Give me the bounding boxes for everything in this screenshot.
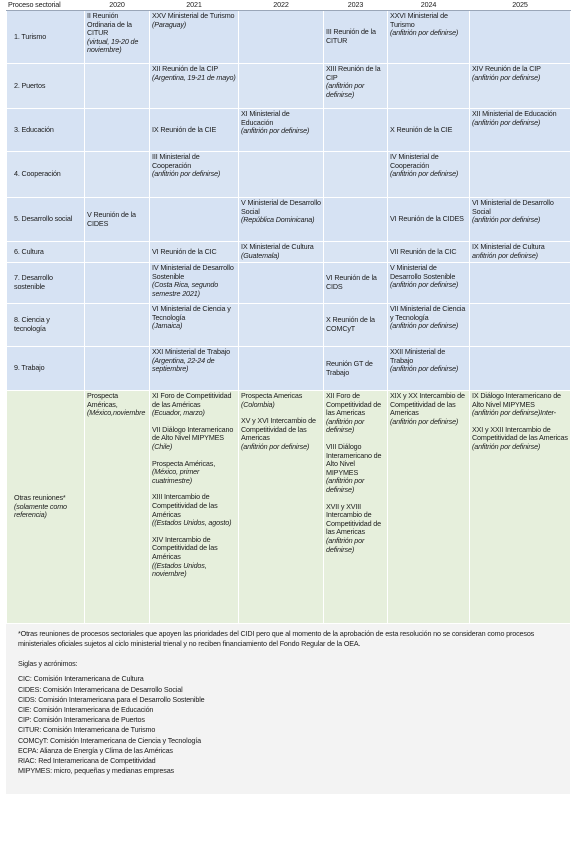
meeting-name: III Reunión de la CITUR [326, 27, 376, 45]
table-cell [470, 304, 571, 347]
meeting-name: VI Reunión de la CIDES [390, 214, 464, 224]
table-cell [150, 242, 239, 263]
meeting-host: (Jamaica) [152, 321, 183, 331]
acronym-item: ECPA: Alianza de Energía y Clima de las Américas [18, 745, 173, 755]
header-process: Proceso sectorial [7, 1, 85, 11]
table-cell [324, 11, 388, 64]
meeting-name: XXI Ministerial de Trabajo [152, 347, 230, 356]
table-cell [150, 152, 239, 198]
meeting-host: (Paraguay) [152, 19, 187, 29]
table-cell [324, 152, 388, 198]
header-year-2024: 2024 [388, 1, 470, 11]
meeting-name: VI Reunión de la CIDS [326, 273, 377, 291]
meeting-host: (República Dominicana) [241, 215, 315, 225]
header-year-2022: 2022 [239, 1, 324, 11]
meeting-name: XXII Ministerial de Trabajo [390, 347, 446, 365]
table-cell [470, 263, 571, 304]
row-label: 3. Educación [7, 109, 85, 152]
other-meeting-name: XVII y XVIII Intercambio de Competitividad de las Americas [326, 501, 381, 537]
table-cell [388, 242, 470, 263]
table-cell [324, 109, 388, 152]
table-cell [85, 109, 150, 152]
table-row [7, 64, 571, 109]
other-meeting-host: (anfitrión por definirse) [241, 441, 310, 451]
meeting-name: X Reunión de la CIE [390, 124, 453, 134]
table-cell [324, 242, 388, 263]
otras-row [7, 391, 571, 624]
table-cell [85, 11, 150, 64]
meeting-name: VII Reunión de la CIC [390, 246, 457, 256]
other-meeting-host: (anfitrión por definirse) [390, 416, 459, 426]
table-cell [85, 263, 150, 304]
sectoral-process-table [6, 0, 571, 624]
acronym-item: CIDS: Comisión Interamericana para el Desarrollo Sostenible [18, 694, 205, 704]
row-label: 1. Turismo [7, 11, 85, 64]
table-cell [239, 304, 324, 347]
table-row [7, 304, 571, 347]
acronym-item: CIC: Comisión Interamericana de Cultura [18, 674, 144, 684]
table-cell [470, 242, 571, 263]
other-meeting-host: (México, primer cuatrimestre) [152, 467, 200, 485]
meeting-host: (Costa Rica, segundo semestre 2021) [152, 280, 219, 298]
meeting-name: IV Ministerial de Desarrollo Sostenible [152, 263, 234, 281]
acronym-item: RIAC: Red Interamericana de Competitividad [18, 756, 156, 766]
other-meeting-name: XIX y XX Intercambio de Competitividad de las Americas [390, 391, 465, 418]
other-meeting-host: (anfitrión por definirse)Inter- [472, 408, 556, 418]
meeting-host: (virtual, 19-20 de noviembre) [87, 36, 139, 55]
meeting-name: XI Ministerial de Educación [241, 109, 290, 127]
meeting-name: XXVI Ministerial de Turismo [390, 11, 448, 29]
other-meeting-name: Prospecta Américas, [152, 458, 216, 468]
table-cell [324, 64, 388, 109]
meeting-host: (Argentina, 19-21 de mayo) [152, 72, 236, 82]
acronym-item: CIP: Comisión Interamericana de Puertos [18, 715, 145, 725]
meeting-host: (anfitrión por definirse) [390, 28, 459, 38]
meeting-name: XIII Reunión de la CIP [326, 64, 381, 82]
header-year-2025: 2025 [470, 1, 571, 11]
table-cell [324, 263, 388, 304]
table-cell [150, 11, 239, 64]
meeting-name: XII Reunión de la CIP [152, 64, 218, 73]
table-cell [150, 64, 239, 109]
meeting-name: XIV Reunión de la CIP [472, 64, 541, 73]
header-year-2021: 2021 [150, 1, 239, 11]
table-cell [388, 64, 470, 109]
meeting-host: (anfitrión por definirse) [241, 126, 310, 136]
meeting-name: IX Ministerial de Cultura [472, 242, 545, 251]
table-cell [150, 198, 239, 242]
row-label: 8. Ciencia y tecnología [7, 304, 85, 347]
row-label: 2. Puertos [7, 64, 85, 109]
table-cell [470, 64, 571, 109]
table-cell [324, 304, 388, 347]
meeting-name: IV Ministerial de Cooperación [390, 152, 439, 170]
schedule-document [6, 0, 574, 794]
other-meeting-name: IX Diálogo Interamericano de Alto Nivel MIPYMES [472, 391, 561, 409]
table-cell [388, 152, 470, 198]
meeting-host: (Argentina, 22-24 de septiembre) [152, 355, 215, 374]
table-cell [470, 347, 571, 391]
meeting-name: VI Reunión de la CIC [152, 246, 217, 256]
footnote: *Otras reuniones de procesos sectoriales que apoyen las prioridades del CIDI pero que al momento de la aprobación de esta resolución no se consideran como procesos ministeriales oficiales sujetos al ciclo ministerial trienal y no reciben financiamiento del Fondo Regular de la OEA. [18, 629, 535, 648]
meeting-name: VI Ministerial de Ciencia y Tecnología [152, 304, 231, 322]
table-cell [388, 347, 470, 391]
meeting-host: (anfitrión por definirse) [472, 72, 541, 82]
meeting-name: XII Ministerial de Educación [472, 109, 557, 118]
table-row [7, 198, 571, 242]
header-year-2023: 2023 [324, 1, 388, 11]
meeting-host: (anfitrión por definirse) [472, 215, 541, 225]
acronym-item: CITUR: Comisión Interamericana de Turismo [18, 725, 156, 735]
table-row [7, 242, 571, 263]
siglas-list [18, 674, 570, 776]
meeting-name: V Ministerial de Desarrollo Sostenible [390, 263, 456, 281]
meeting-name: Reunión GT de Trabajo [326, 358, 373, 377]
other-meeting-name: Prospecta Americas [241, 391, 303, 400]
table-cell [85, 152, 150, 198]
other-meeting-host: ((Estados Unidos, noviembre) [152, 560, 207, 579]
otras-2020: Prospecta Américas, (México,noviembre [85, 391, 150, 624]
row-label: 7. Desarrollo sostenible [7, 263, 85, 304]
table-cell [239, 11, 324, 64]
meeting-name: VI Ministerial de Desarrollo Social [472, 198, 554, 216]
other-meeting-name: VIII Diálogo Interamericano de Alto Nivel MIPYMES [326, 441, 382, 477]
meeting-host: (Guatemala) [241, 250, 280, 260]
table-cell [150, 304, 239, 347]
acronym-item: CIE: Comisión Interamericana de Educación [18, 705, 154, 714]
meeting-name: V Ministerial de Desarrollo Social [241, 198, 321, 216]
other-meeting-host: (Colombia) [241, 399, 275, 409]
other-meeting-name: XII Foro de Competitividad de las Americas [326, 391, 381, 418]
row-label: 9. Trabajo [7, 347, 85, 391]
otras-label: Otras reuniones* (solamente como referencia) [7, 391, 85, 624]
meeting-name: X Reunión de la COMCyT [326, 315, 375, 333]
other-meeting-host: (Chile) [152, 441, 173, 451]
table-cell [85, 347, 150, 391]
otras-2024 [388, 391, 470, 624]
meeting-host: anfitrión por definirse) [472, 250, 538, 260]
meeting-host: (anfitrión por definirse) [472, 117, 541, 127]
notes-section [6, 624, 570, 794]
siglas-title: Siglas y acrónimos: [18, 658, 78, 668]
table-row [7, 109, 571, 152]
row-label: 6. Cultura [7, 242, 85, 263]
meeting-host: (anfitrión por definirse) [390, 364, 459, 374]
other-meeting-name: XI Foro de Competitividad de las Américas [152, 391, 232, 409]
table-cell [470, 109, 571, 152]
other-meeting-host: (anfitrión por definirse) [326, 476, 365, 494]
table-cell [239, 109, 324, 152]
meeting-host: (anfitrión por definirse) [152, 169, 221, 179]
table-cell [470, 198, 571, 242]
table-cell [85, 242, 150, 263]
table-cell [85, 304, 150, 347]
row-label: 5. Desarrollo social [7, 198, 85, 242]
table-cell [150, 347, 239, 391]
acronym-item: CIDES: Comisión Interamericana de Desarrollo Social [18, 684, 183, 694]
table-cell [150, 109, 239, 152]
other-meeting-host: (anfitrión por definirse) [472, 441, 541, 451]
meeting-name: III Ministerial de Cooperación [152, 152, 200, 170]
meeting-name: IX Ministerial de Cultura [241, 242, 314, 251]
table-cell [388, 11, 470, 64]
table-cell [239, 347, 324, 391]
other-meeting-name: XXI y XXII Intercambio de Competitividad de las Americas [472, 424, 568, 443]
other-meeting-name: XIV Intercambio de Competitividad de las Américas [152, 534, 218, 561]
meeting-name: XXV Ministerial de Turismo [152, 11, 235, 20]
other-meeting-name: XIII Intercambio de Competitividad de las Américas [152, 492, 218, 519]
table-cell [239, 242, 324, 263]
meeting-host: (anfitrión por definirse) [390, 169, 459, 179]
meeting-host: (anfitrión por definirse) [390, 280, 459, 290]
otras-2022 [239, 391, 324, 624]
table-cell [239, 263, 324, 304]
meeting-host: (anfitrión por definirse) [326, 81, 365, 99]
other-meeting-host: (anfitrión por definirse) [326, 535, 365, 554]
row-label: 4. Cooperación [7, 152, 85, 198]
acronym-item: MIPYMES: micro, pequeñas y medianas empresas [18, 766, 174, 776]
table-cell [470, 152, 571, 198]
meeting-host: (anfitrión por definirse) [390, 321, 459, 331]
meeting-name: V Reunión de la CIDES [87, 209, 136, 228]
table-cell [324, 347, 388, 391]
table-cell [239, 64, 324, 109]
otras-2021 [150, 391, 239, 624]
header-year-2020: 2020 [85, 1, 150, 11]
other-meeting-name: XV y XVI Intercambio de Competitividad de las Americas [241, 416, 316, 443]
table-cell [470, 11, 571, 64]
meeting-name: II Reunión Ordinaria de la CITUR [87, 11, 132, 38]
table-cell [150, 263, 239, 304]
other-meeting-name: VII Diálogo Interamericano de Alto Nivel MIPYMES [152, 424, 234, 443]
table-cell [239, 198, 324, 242]
table-cell [388, 109, 470, 152]
otras-2025 [470, 391, 571, 624]
meeting-name: VII Ministerial de Ciencia y Tecnología [390, 304, 466, 322]
other-meeting-host: ((Estados Unidos, agosto) [152, 518, 232, 528]
table-row [7, 263, 571, 304]
other-meeting-host: (anfitrión por definirse) [326, 416, 365, 435]
table-cell [85, 64, 150, 109]
table-cell [388, 263, 470, 304]
other-meeting-host: (Ecuador, marzo) [152, 408, 205, 418]
table-cell [324, 198, 388, 242]
table-cell [85, 198, 150, 242]
acronym-item: COMCyT: Comisión Interamericana de Ciencia y Tecnología [18, 735, 201, 745]
table-cell [239, 152, 324, 198]
header-row [7, 1, 571, 11]
table-row [7, 347, 571, 391]
table-row [7, 11, 571, 64]
table-row [7, 152, 571, 198]
otras-2023 [324, 391, 388, 624]
table-cell [388, 198, 470, 242]
meeting-name: IX Reunión de la CIE [152, 124, 217, 134]
table-cell [388, 304, 470, 347]
